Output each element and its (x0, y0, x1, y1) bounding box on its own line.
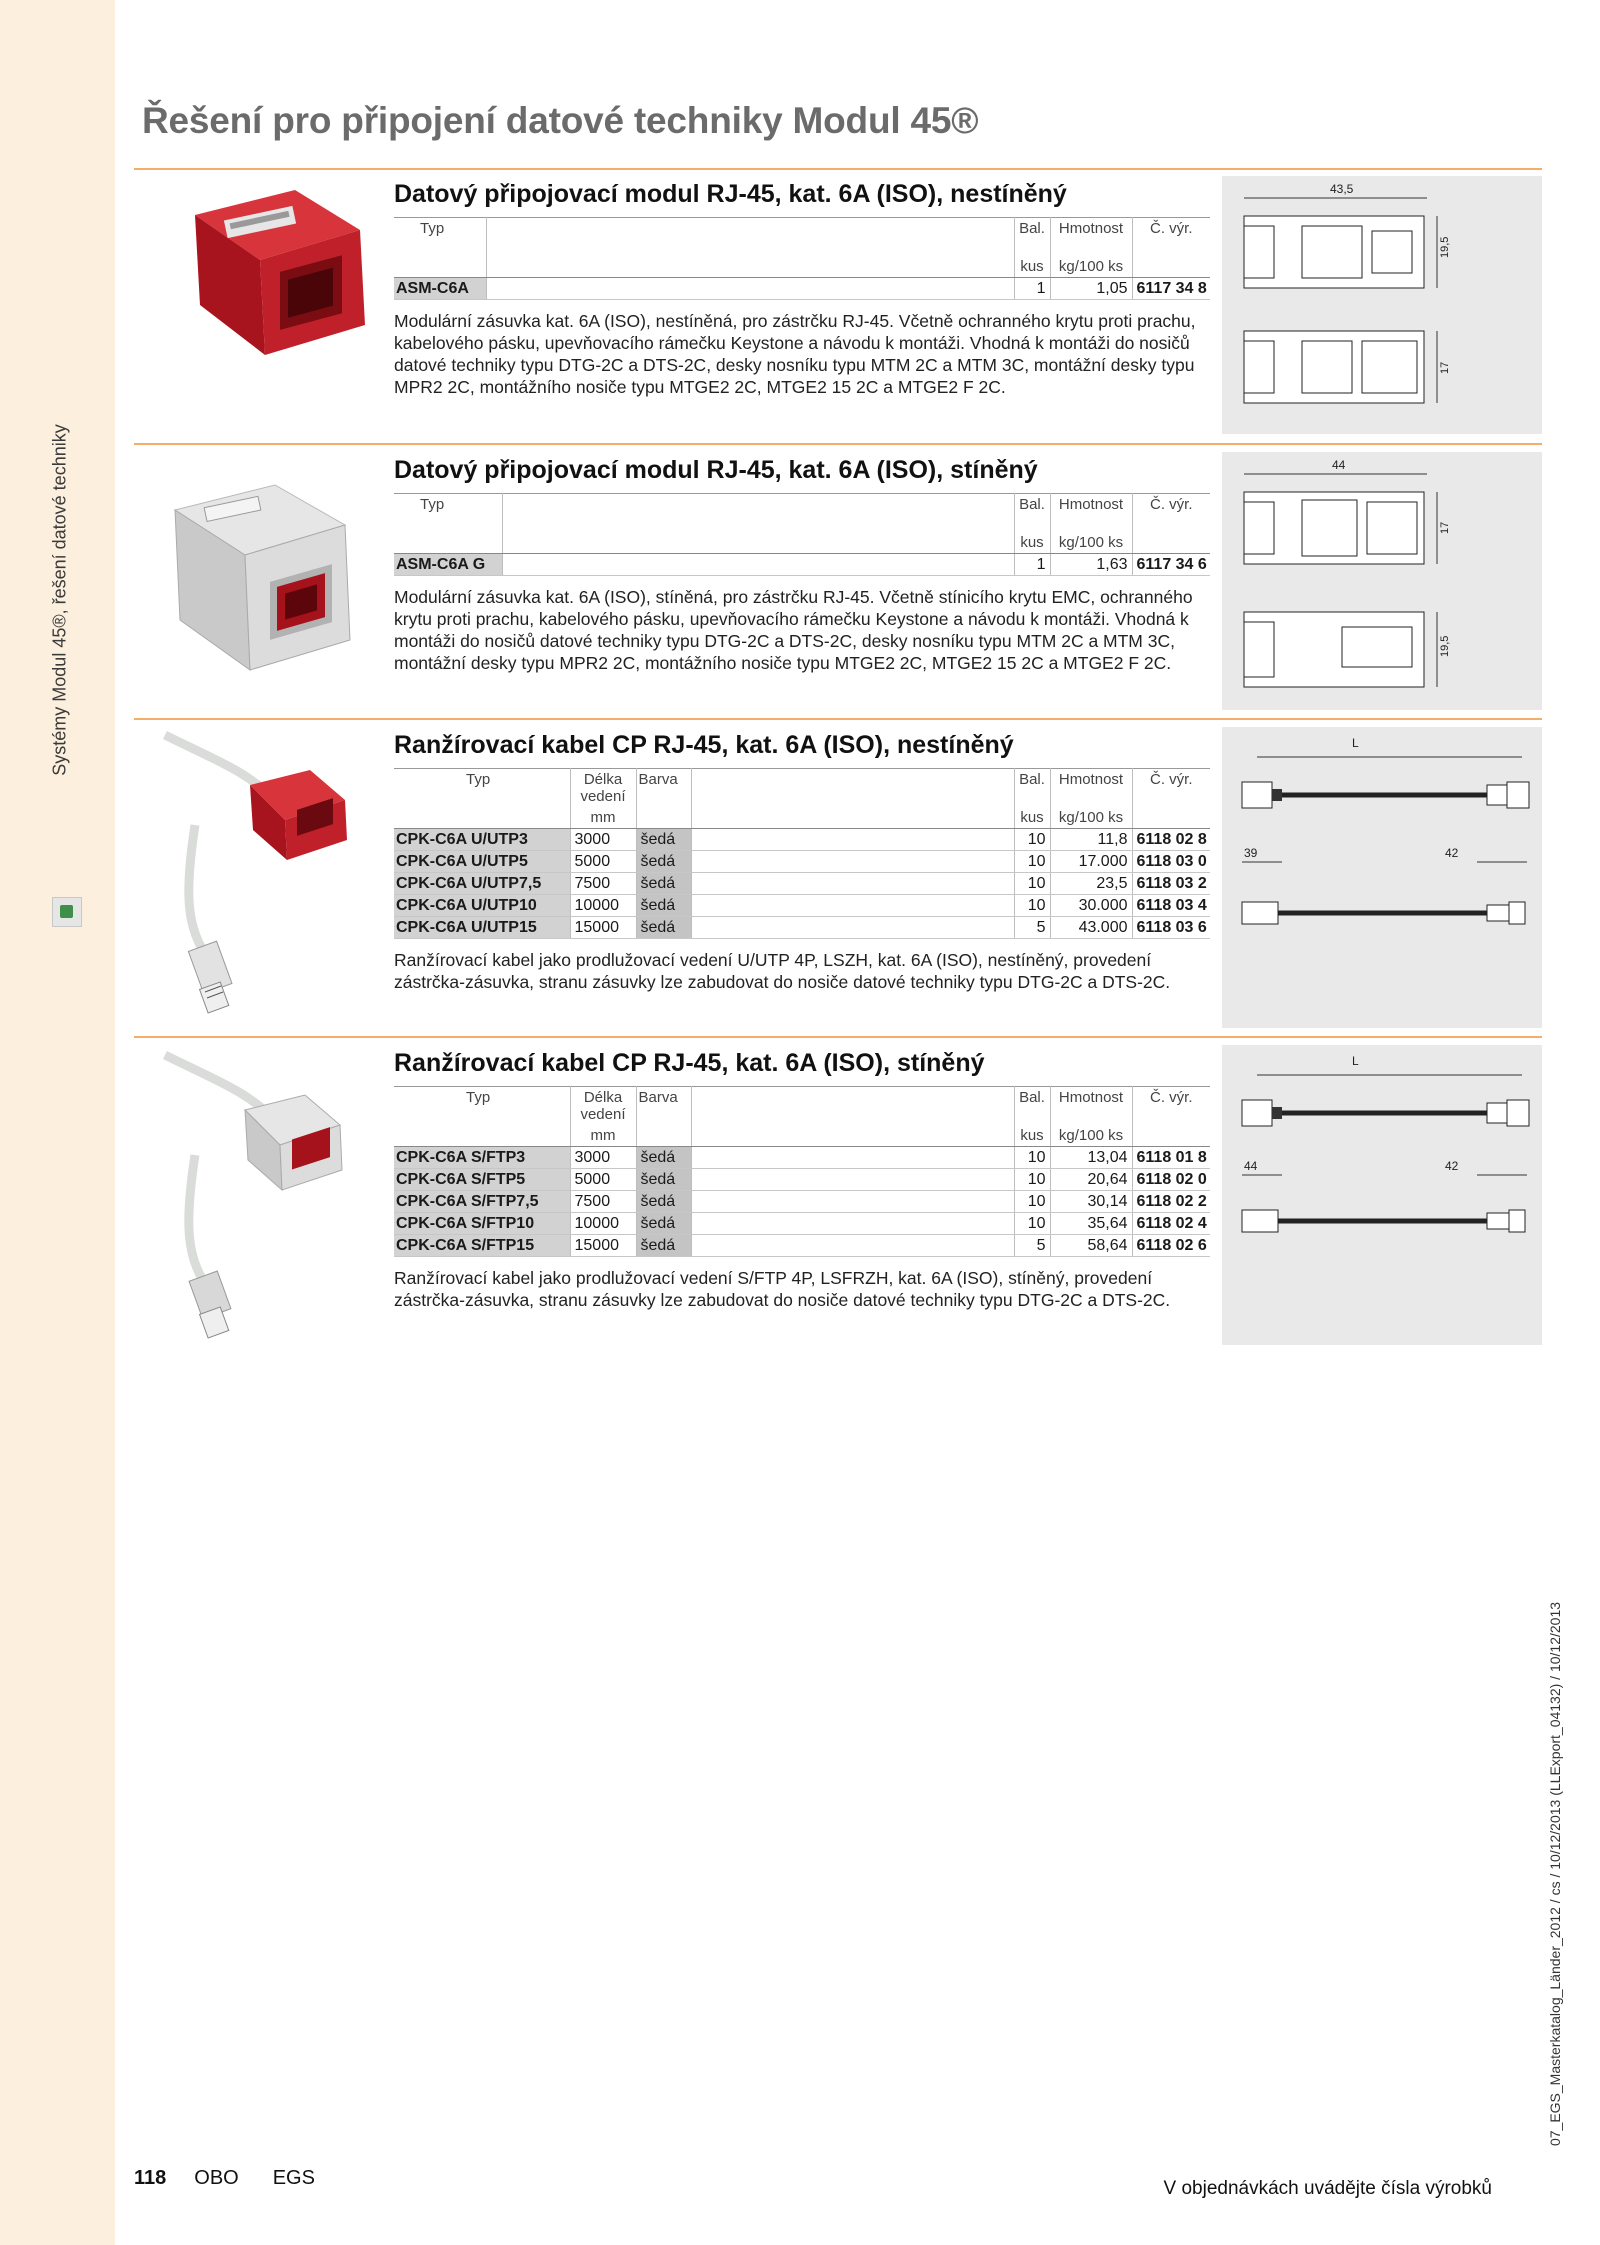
spec-table (394, 1086, 1210, 1257)
cell-order: 6117 34 6 (1132, 554, 1210, 576)
col-header-weight: Hmotnost (1050, 218, 1132, 256)
cell-bal: 10 (1014, 895, 1050, 917)
cell-type: ASM-C6A (394, 278, 486, 300)
unit-weight: kg/100 ks (1050, 807, 1132, 829)
unit-length: mm (570, 1125, 636, 1147)
cell-order: 6118 02 6 (1132, 1235, 1210, 1257)
table-row (394, 554, 1210, 576)
dim-side-1: 17 (1439, 521, 1451, 534)
cell-color: šedá (636, 1169, 691, 1191)
col-header-weight: Hmotnost (1050, 769, 1132, 807)
cell-order: 6118 03 2 (1132, 873, 1210, 895)
cell-length: 10000 (570, 1213, 636, 1235)
table-row (394, 1235, 1210, 1257)
product-photo-cpk-c6a-ftp (155, 1050, 385, 1340)
cell-order: 6118 02 2 (1132, 1191, 1210, 1213)
section-description: Modulární zásuvka kat. 6A (ISO), stíněná, pro zástrčku RJ-45. Včetně stínicího krytu EMC, ochranného krytu proti prachu, kabelového pásku, upevňovacího rámečku Keystone a návodu k montáži. Vhodná k montáži do nosičů datové techniky typu DTG-2C a DTS-2C, desky nosníku typu MTM 2C a MTM 3C, montážní desky typu MPR2 2C, montážního nosiče typu MTGE2 2C, MTGE2 15 2C a MTGE2 F 2C. (394, 587, 1193, 673)
section-divider (134, 718, 1542, 720)
section-title: Datový připojovací modul RJ-45, kat. 6A (ISO), nestíněný (394, 180, 1067, 208)
cell-weight: 58,64 (1050, 1235, 1132, 1257)
col-header-type: Typ (420, 220, 445, 237)
cell-length: 5000 (570, 1169, 636, 1191)
section-title: Ranžírovací kabel CP RJ-45, kat. 6A (ISO), stíněný (394, 1049, 985, 1077)
product-photo-cpk-c6a-utp (155, 730, 385, 1020)
cell-bal: 10 (1014, 1191, 1050, 1213)
dim-top: L (1352, 1054, 1359, 1068)
unit-length: mm (570, 807, 636, 829)
cell-color: šedá (636, 851, 691, 873)
cell-bal: 1 (1014, 554, 1050, 576)
technical-drawing-asm-c6a-g (1222, 452, 1542, 710)
cell-order: 6118 03 4 (1132, 895, 1210, 917)
cell-weight: 1,05 (1050, 278, 1132, 300)
cell-length: 3000 (570, 829, 636, 851)
cell-type: CPK-C6A S/FTP5 (394, 1169, 570, 1191)
spec-table (394, 217, 1210, 300)
section-title: Datový připojovací modul RJ-45, kat. 6A (ISO), stíněný (394, 456, 1038, 484)
page-number: 118 (134, 2167, 167, 2189)
dim-side-2: 19,5 (1439, 635, 1451, 657)
unit-bal: kus (1014, 532, 1050, 554)
cell-weight: 35,64 (1050, 1213, 1132, 1235)
section-description: Ranžírovací kabel jako prodlužovací vedení S/FTP 4P, LSFRZH, kat. 6A (ISO), stíněný, provedení zástrčka-zásuvka, stranu zásuvky lze zabudovat do nosiče datové techniky typu DTG-2C a DTS-2C. (394, 1268, 1171, 1310)
cell-bal: 10 (1014, 1169, 1050, 1191)
footer-brand: OBO (194, 2167, 239, 2189)
cell-weight: 13,04 (1050, 1147, 1132, 1169)
cell-color: šedá (636, 873, 691, 895)
dim-side-2: 17 (1439, 361, 1451, 374)
unit-bal: kus (1014, 256, 1050, 278)
unit-weight: kg/100 ks (1050, 532, 1132, 554)
unit-bal: kus (1014, 1125, 1050, 1147)
col-header-bal: Bal. (1014, 769, 1050, 807)
unit-bal: kus (1014, 807, 1050, 829)
cell-type: CPK-C6A U/UTP3 (394, 829, 570, 851)
cell-type: ASM-C6A G (394, 554, 502, 576)
dim-top: 44 (1332, 458, 1346, 472)
left-margin-band (0, 0, 115, 2245)
dim-side-1: 19,5 (1439, 236, 1451, 258)
cell-order: 6118 03 6 (1132, 917, 1210, 939)
cell-weight: 30,14 (1050, 1191, 1132, 1213)
cell-length: 7500 (570, 1191, 636, 1213)
dim-right: 42 (1445, 846, 1459, 860)
cell-order: 6117 34 8 (1132, 278, 1210, 300)
table-row (394, 851, 1210, 873)
col-header-color: Barva (636, 769, 691, 807)
cell-type: CPK-C6A S/FTP3 (394, 1147, 570, 1169)
cell-length: 15000 (570, 1235, 636, 1257)
cell-length: 5000 (570, 851, 636, 873)
spec-table (394, 493, 1210, 576)
table-row (394, 829, 1210, 851)
unit-weight: kg/100 ks (1050, 1125, 1132, 1147)
table-row (394, 1169, 1210, 1191)
cell-weight: 11,8 (1050, 829, 1132, 851)
col-header-bal: Bal. (1014, 218, 1050, 256)
section-description: Modulární zásuvka kat. 6A (ISO), nestíněná, pro zástrčku RJ-45. Včetně ochranného krytu proti prachu, kabelového pásku, upevňovacího rámečku Keystone a návodu k montáži. Vhodná k montáži do nosičů datové techniky typu DTG-2C a DTS-2C, desky nosníku typu MTM 2C a MTM 3C, montážní desky typu MPR2 2C, montážního nosiče typu MTGE2 2C, MTGE2 15 2C a MTGE2 F 2C. (394, 311, 1196, 397)
technical-drawing-cpk-c6a-ftp (1222, 1045, 1542, 1345)
footer-note: V objednávkách uvádějte čísla výrobků (1163, 2178, 1492, 2199)
cell-type: CPK-C6A U/UTP5 (394, 851, 570, 873)
cell-color: šedá (636, 895, 691, 917)
cell-type: CPK-C6A U/UTP10 (394, 895, 570, 917)
technical-drawing-asm-c6a (1222, 176, 1542, 434)
chapter-thumbnail-icon (52, 897, 82, 927)
cell-color: šedá (636, 917, 691, 939)
cell-bal: 5 (1014, 1235, 1050, 1257)
col-header-spacer (502, 494, 1014, 532)
cell-color: šedá (636, 1213, 691, 1235)
col-header-length-2: vedení (580, 788, 626, 805)
product-photo-asm-c6a-g (165, 480, 380, 680)
dim-left: 44 (1244, 1159, 1258, 1173)
cell-order: 6118 02 4 (1132, 1213, 1210, 1235)
col-header-color: Barva (636, 1087, 691, 1125)
col-header-order: Č. výr. (1132, 769, 1210, 807)
col-header-type: Typ (466, 1089, 491, 1106)
section-divider (134, 443, 1542, 445)
col-header-order: Č. výr. (1132, 1087, 1210, 1125)
cell-color: šedá (636, 829, 691, 851)
cell-weight: 20,64 (1050, 1169, 1132, 1191)
cell-type: CPK-C6A S/FTP15 (394, 1235, 570, 1257)
col-header-weight: Hmotnost (1050, 1087, 1132, 1125)
cell-length: 7500 (570, 873, 636, 895)
cell-type: CPK-C6A U/UTP15 (394, 917, 570, 939)
cell-order: 6118 01 8 (1132, 1147, 1210, 1169)
col-header-spacer (691, 769, 1014, 807)
col-header-length: Délka (583, 771, 623, 788)
cell-length: 15000 (570, 917, 636, 939)
cell-weight: 23,5 (1050, 873, 1132, 895)
cell-type: CPK-C6A S/FTP7,5 (394, 1191, 570, 1213)
product-photo-asm-c6a (175, 185, 385, 370)
col-header-order: Č. výr. (1132, 494, 1210, 532)
section-description: Ranžírovací kabel jako prodlužovací vedení U/UTP 4P, LSZH, kat. 6A (ISO), nestíněný, provedení zástrčka-zásuvka, stranu zásuvky lze zabudovat do nosiče datové techniky typu DTG-2C a DTS-2C. (394, 950, 1171, 992)
cell-bal: 1 (1014, 278, 1050, 300)
cell-order: 6118 02 8 (1132, 829, 1210, 851)
table-row (394, 1191, 1210, 1213)
cell-weight: 1,63 (1050, 554, 1132, 576)
cell-bal: 10 (1014, 851, 1050, 873)
col-header-spacer (486, 218, 1014, 256)
table-row (394, 1213, 1210, 1235)
table-row (394, 873, 1210, 895)
cell-color: šedá (636, 1235, 691, 1257)
cell-weight: 43.000 (1050, 917, 1132, 939)
cell-weight: 30.000 (1050, 895, 1132, 917)
col-header-type: Typ (420, 496, 445, 513)
cell-weight: 17.000 (1050, 851, 1132, 873)
section-asm-c6a-g (394, 456, 1210, 674)
col-header-bal: Bal. (1014, 494, 1050, 532)
dim-left: 39 (1244, 846, 1258, 860)
cell-bal: 5 (1014, 917, 1050, 939)
section-divider (134, 1036, 1542, 1038)
dim-top: L (1352, 736, 1359, 750)
dim-right: 42 (1445, 1159, 1459, 1173)
dim-top: 43,5 (1330, 182, 1354, 196)
col-header-type: Typ (466, 771, 491, 788)
technical-drawing-cpk-c6a-utp (1222, 727, 1542, 1028)
footer-left (134, 2167, 349, 2190)
cell-type: CPK-C6A U/UTP7,5 (394, 873, 570, 895)
table-row (394, 278, 1210, 300)
cell-order: 6118 02 0 (1132, 1169, 1210, 1191)
unit-weight: kg/100 ks (1050, 256, 1132, 278)
cell-length: 10000 (570, 895, 636, 917)
cell-type: CPK-C6A S/FTP10 (394, 1213, 570, 1235)
cell-order: 6118 03 0 (1132, 851, 1210, 873)
section-asm-c6a (394, 180, 1210, 398)
cell-length: 3000 (570, 1147, 636, 1169)
table-row (394, 895, 1210, 917)
table-row (394, 1147, 1210, 1169)
cell-bal: 10 (1014, 829, 1050, 851)
section-cpk-c6a-utp (394, 731, 1210, 993)
cell-bal: 10 (1014, 1213, 1050, 1235)
section-cpk-c6a-ftp (394, 1049, 1210, 1311)
footer-division: EGS (272, 2167, 315, 2189)
section-divider (134, 168, 1542, 170)
col-header-length: Délka (583, 1089, 623, 1106)
table-row (394, 917, 1210, 939)
cell-color: šedá (636, 1147, 691, 1169)
col-header-order: Č. výr. (1132, 218, 1210, 256)
col-header-spacer (691, 1087, 1014, 1125)
col-header-length-2: vedení (580, 1106, 626, 1123)
cell-bal: 10 (1014, 1147, 1050, 1169)
page-title: Řešení pro připojení datové techniky Modul 45® (142, 100, 979, 141)
col-header-weight: Hmotnost (1050, 494, 1132, 532)
cell-bal: 10 (1014, 873, 1050, 895)
col-header-bal: Bal. (1014, 1087, 1050, 1125)
cell-color: šedá (636, 1191, 691, 1213)
spec-table (394, 768, 1210, 939)
section-title: Ranžírovací kabel CP RJ-45, kat. 6A (ISO), nestíněný (394, 731, 1014, 759)
